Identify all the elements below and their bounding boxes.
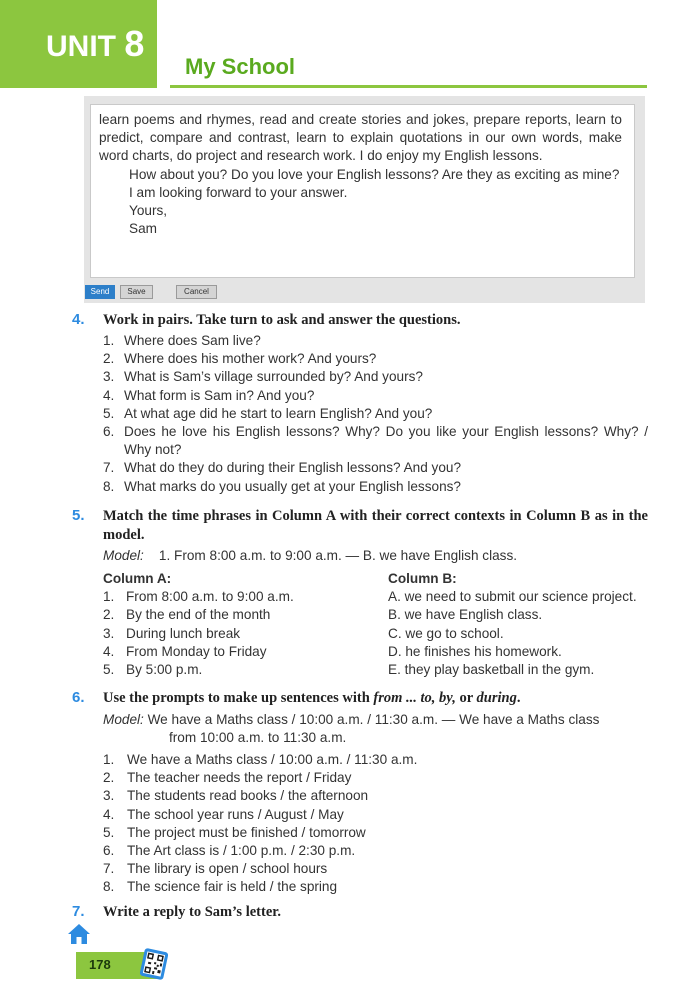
- exercise-6-number: 6.: [72, 689, 85, 706]
- list-item: 2. The teacher needs the report / Friday: [103, 770, 352, 786]
- exercise-7-instruction: Write a reply to Sam’s letter.: [103, 904, 281, 920]
- list-item: 6. The Art class is / 1:00 p.m. / 2:30 p.m.: [103, 843, 356, 859]
- list-item: 6. Does he love his English lessons? Why? Do you like your English lessons? Why? / Why not?: [103, 424, 648, 458]
- title-divider: [170, 85, 647, 88]
- exercise-4-number: 4.: [72, 311, 85, 328]
- unit-number: 8: [124, 23, 145, 64]
- exercise-6-instruction: Use the prompts to make up sentences with from ... to, by, or during.: [103, 690, 521, 706]
- list-item: 5. The project must be finished / tomorrow: [103, 824, 366, 840]
- list-item: 4. What form is Sam in? And you?: [103, 387, 315, 403]
- column-a-item: 4. From Monday to Friday: [103, 643, 267, 659]
- send-button[interactable]: Send: [85, 285, 115, 299]
- column-b-item: A. we need to submit our science project.: [388, 589, 637, 605]
- page-title: My School: [185, 54, 296, 79]
- exercise-7-number: 7.: [72, 903, 85, 920]
- column-a: [103, 570, 373, 679]
- list-item: 7. What do they do during their English lessons? And you?: [103, 460, 462, 476]
- letter-paragraph-2: How about you? Do you love your English lessons? Are they as exciting as mine?: [129, 166, 620, 182]
- exercise-4-instruction: Work in pairs. Take turn to ask and answer the questions.: [103, 312, 461, 328]
- letter-signature: Sam: [129, 221, 157, 237]
- page-number: 178: [89, 957, 111, 972]
- exercise-6-list: [103, 751, 648, 897]
- list-item: 8. What marks do you usually get at your English lessons?: [103, 478, 461, 494]
- letter-textarea[interactable]: [90, 104, 635, 278]
- model-text: 1. From 8:00 a.m. to 9:00 a.m. — B. we have English class.: [158, 548, 518, 563]
- letter-paragraph-1: learn poems and rhymes, read and create stories and jokes, prepare reports, learn to predict, compare and contrast, learn to explain quotations in our own words, make word charts, do project and research work. I do enjoy my English lessons.: [99, 112, 622, 164]
- letter-paragraph-3: I am looking forward to your answer.: [129, 184, 348, 200]
- column-a-heading: Column A:: [103, 571, 172, 586]
- column-b-item: D. he finishes his homework.: [388, 643, 562, 659]
- column-a-item: 2. By the end of the month: [103, 607, 271, 623]
- home-icon[interactable]: [66, 922, 92, 946]
- column-a-item: 5. By 5:00 p.m.: [103, 662, 203, 678]
- exercise-4-list: [103, 332, 648, 496]
- list-item: 3. The students read books / the afternoon: [103, 788, 369, 804]
- cancel-button[interactable]: Cancel: [176, 285, 217, 299]
- exercise-6-model: [103, 711, 648, 747]
- column-a-item: 1. From 8:00 a.m. to 9:00 a.m.: [103, 589, 294, 605]
- column-b-item: E. they play basketball in the gym.: [388, 662, 595, 678]
- model-line-2: from 10:00 a.m. to 11:30 a.m.: [169, 730, 347, 746]
- list-item: 2. Where does his mother work? And yours?: [103, 351, 377, 367]
- unit-word: UNIT: [46, 30, 116, 63]
- save-button[interactable]: Save: [120, 285, 153, 299]
- exercise-5-instruction: Match the time phrases in Column A with their correct contexts in Column B as in the model.: [103, 508, 648, 543]
- unit-badge: [0, 0, 157, 88]
- letter-closing: Yours,: [129, 203, 168, 219]
- list-item: 7. The library is open / school hours: [103, 861, 328, 877]
- list-item: 3. What is Sam’s village surrounded by? And yours?: [103, 369, 423, 385]
- column-b-item: B. we have English class.: [388, 607, 543, 623]
- list-item: 1. Where does Sam live?: [103, 333, 261, 348]
- column-b-heading: Column B:: [388, 571, 457, 586]
- column-b: [388, 570, 650, 679]
- list-item: 1. We have a Maths class / 10:00 a.m. / 11:30 a.m.: [103, 752, 418, 767]
- list-item: 4. The school year runs / August / May: [103, 806, 344, 822]
- column-b-item: C. we go to school.: [388, 625, 504, 641]
- model-label: Model:: [103, 548, 144, 563]
- column-a-item: 3. During lunch break: [103, 625, 241, 641]
- list-item: 5. At what age did he start to learn English? And you?: [103, 405, 433, 421]
- qr-code-icon: [138, 947, 170, 981]
- model-label: Model:: [103, 712, 144, 727]
- exercise-5-model: [103, 547, 648, 565]
- exercise-5-number: 5.: [72, 507, 85, 524]
- model-line-1: We have a Maths class / 10:00 a.m. / 11:30 a.m. — We have a Maths class: [147, 712, 600, 727]
- list-item: 8. The science fair is held / the spring: [103, 879, 338, 895]
